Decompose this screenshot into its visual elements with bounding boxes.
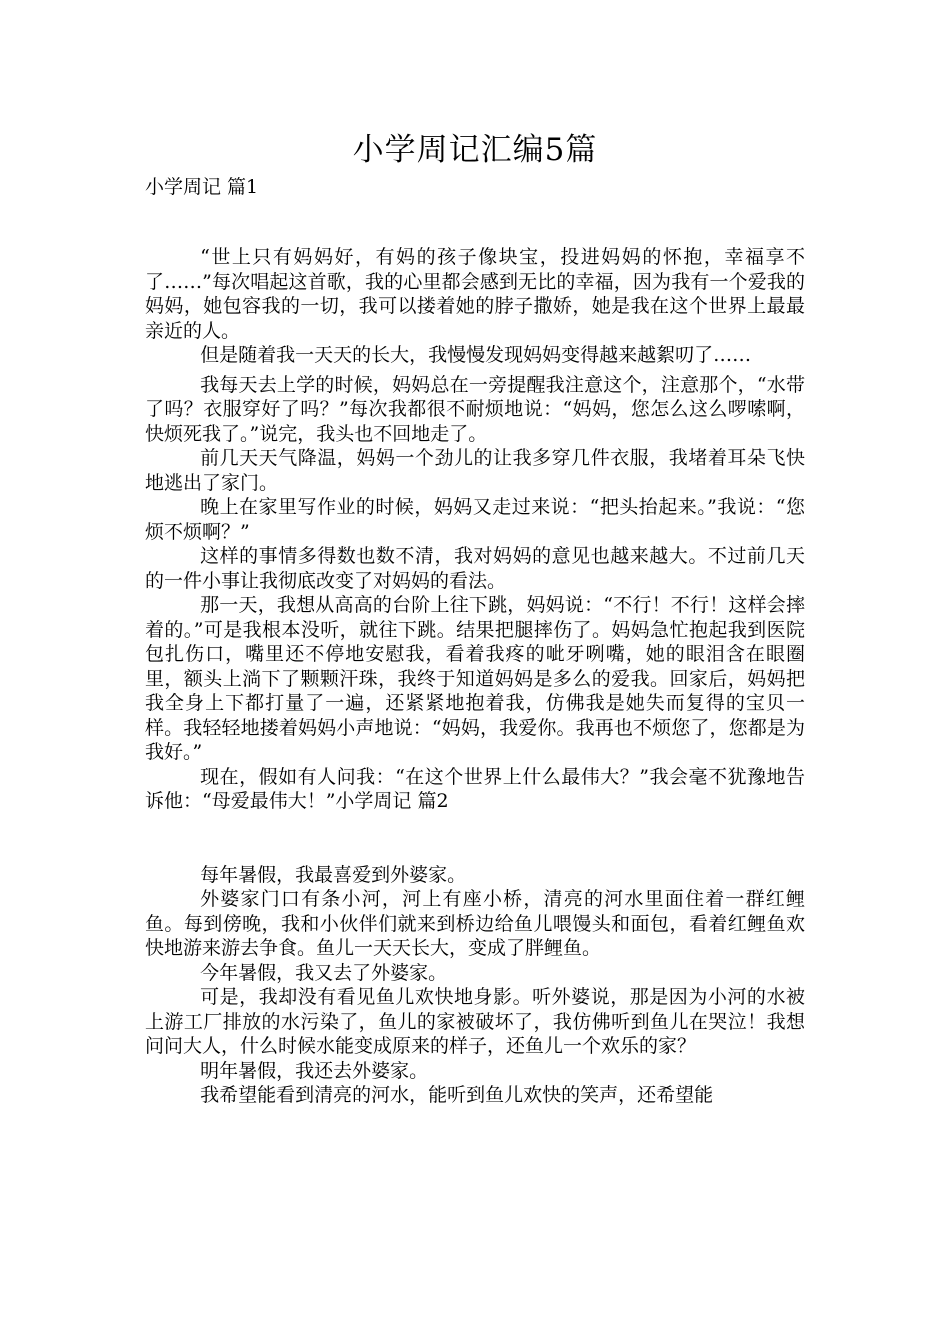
- paragraph: 今年暑假，我又去了外婆家。: [200, 961, 448, 984]
- section-spacer: [145, 814, 805, 863]
- paragraph: 明年暑假，我还去外婆家。: [200, 1059, 429, 1082]
- paragraph: 我希望能看到清亮的河水，能听到鱼儿欢快的笑声，还希望能: [200, 1084, 714, 1106]
- paragraph: 现在，假如有人问我：“在这个世界上什么最伟大？”我会毫不犹豫地告诉他：“母爱最伟大！”小学周记 篇2: [145, 765, 805, 812]
- paragraph: 晚上在家里写作业的时候，妈妈又走过来说：“把头抬起来。”我说：“您烦不烦啊？”: [145, 496, 805, 543]
- document-body: [145, 245, 805, 1108]
- paragraph: 可是，我却没有看见鱼儿欢快地身影。听外婆说，那是因为小河的水被上游工厂排放的水污染了，鱼儿的家被破坏了，我仿佛听到鱼儿在哭泣！我想问问大人，什么时候水能变成原来的样子，还鱼儿一个欢乐的家？: [145, 986, 805, 1057]
- paragraph: 但是随着我一天天的长大，我慢慢发现妈妈变得越来越絮叨了……: [200, 344, 752, 366]
- document-page: [145, 0, 805, 1344]
- paragraph: 那一天，我想从高高的台阶上往下跳，妈妈说：“不行！不行！这样会摔着的。”可是我根本没听，就往下跳。结果把腿摔伤了。妈妈急忙抱起我到医院包扎伤口，嘴里还不停地安慰我，看着我疼的呲牙咧嘴，她的眼泪含在眼圈里，额头上淌下了颗颗汗珠，我终于知道妈妈是多么的爱我。回家后，妈妈把我全身上下都打量了一遍，还紧紧地抱着我，仿佛我是她失而复得的宝贝一样。我轻轻地搂着妈妈小声地说：“妈妈，我爱你。我再也不烦您了，您都是为我好。”: [145, 594, 805, 763]
- paragraph: 我每天去上学的时候，妈妈总在一旁提醒我注意这个，注意那个，“水带了吗？衣服穿好了吗？”每次我都很不耐烦地说：“妈妈，您怎么这么啰嗦啊，快烦死我了。”说完，我头也不回地走了。: [145, 373, 805, 445]
- document-title: 小学周记汇编5篇: [352, 132, 598, 168]
- paragraph: 这样的事情多得数也数不清，我对妈妈的意见也越来越大。不过前几天的一件小事让我彻底改变了对妈妈的看法。: [145, 545, 805, 592]
- paragraph: “世上只有妈妈好，有妈的孩子像块宝，投进妈妈的怀抱，幸福享不了……”每次唱起这首歌，我的心里都会感到无比的幸福，因为我有一个爱我的妈妈，她包容我的一切，我可以搂着她的脖子撒娇，她是我在这个世界上最最亲近的人。: [145, 246, 805, 342]
- section-heading-1: 小学周记 篇1: [145, 176, 259, 198]
- paragraph: 前几天天气降温，妈妈一个劲儿的让我多穿几件衣服，我堵着耳朵飞快地逃出了家门。: [145, 447, 805, 494]
- paragraph: 每年暑假，我最喜爱到外婆家。: [200, 863, 467, 886]
- paragraph: 外婆家门口有条小河，河上有座小桥，清亮的河水里面住着一群红鲤鱼。每到傍晚，我和小伙伴们就来到桥边给鱼儿喂馒头和面包，看着红鲤鱼欢快地游来游去争食。鱼儿一天天长大，变成了胖鲤鱼。: [145, 888, 805, 959]
